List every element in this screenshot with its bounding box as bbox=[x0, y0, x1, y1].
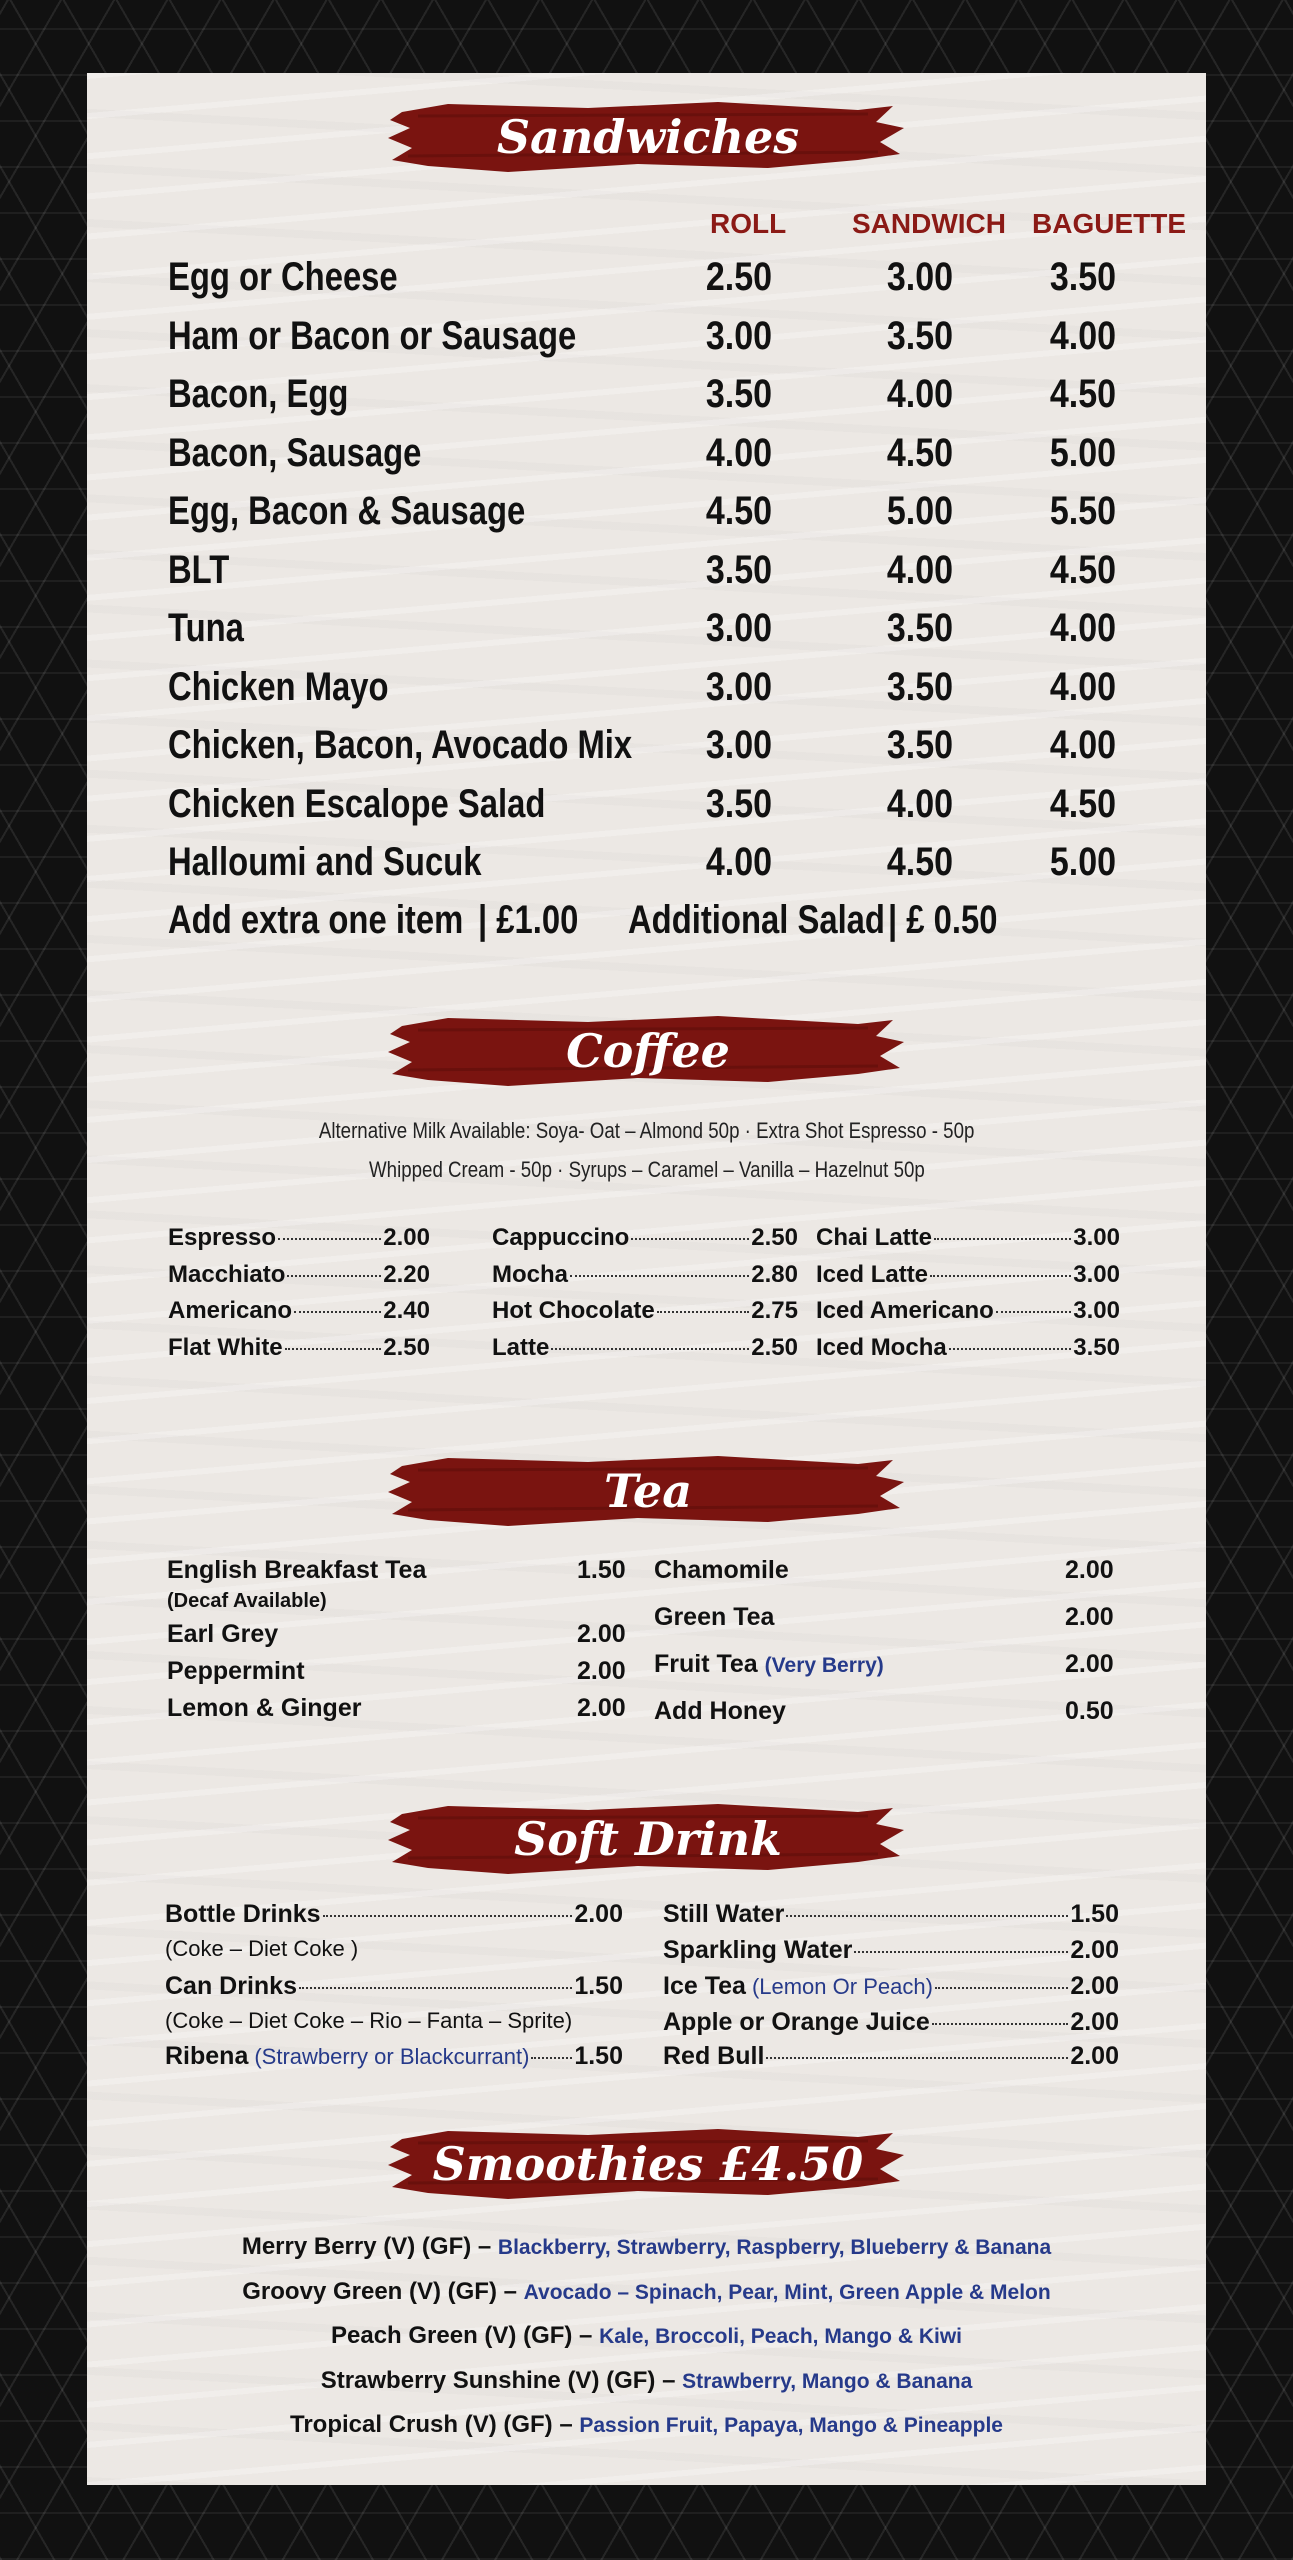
sandwich-name: Tuna bbox=[168, 606, 244, 650]
extra-salad-label: Additional Salad bbox=[628, 898, 885, 942]
sandwich-name: Egg or Cheese bbox=[168, 255, 398, 299]
tea-item-price: 2.00 bbox=[577, 1657, 626, 1685]
coffee-note-1: Alternative Milk Available: Soya- Oat – Almond 50p · Extra Shot Espresso - 50p bbox=[318, 1118, 975, 1143]
smoothie-ingredients: Passion Fruit, Papaya, Mango & Pineapple bbox=[579, 2414, 1003, 2437]
price-value: 5.00 bbox=[1049, 430, 1117, 475]
tea-item-price: 2.00 bbox=[1065, 1556, 1114, 1584]
extra-item-label: Add extra one item bbox=[168, 898, 464, 942]
price-value: 4.50 bbox=[1049, 547, 1117, 592]
sandwich-row bbox=[168, 606, 261, 651]
sandwich-name: Bacon, Egg bbox=[168, 372, 349, 416]
dot-leader bbox=[278, 1238, 381, 1240]
coffee-item bbox=[816, 1297, 1120, 1325]
dot-leader bbox=[786, 1915, 1068, 1917]
tea-item-name bbox=[654, 1697, 786, 1726]
smoothie-ingredients: Avocado – Spinach, Pear, Mint, Green Apple & Melon bbox=[523, 2280, 1051, 2304]
soft-drink-note: (Coke – Diet Coke ) bbox=[165, 1936, 359, 1961]
price-value: 4.00 bbox=[705, 840, 773, 884]
tea-item-name: Lemon & Ginger bbox=[167, 1694, 362, 1722]
coffee-item bbox=[492, 1224, 798, 1252]
dot-leader bbox=[996, 1311, 1071, 1313]
soft-drink-name: Still Water bbox=[663, 1900, 785, 1928]
sandwich-row bbox=[168, 782, 628, 827]
sandwich-name: Chicken Mayo bbox=[168, 664, 389, 709]
soft-drink-price: 1.50 bbox=[574, 2042, 623, 2070]
sandwich-price-sandwich bbox=[881, 372, 959, 417]
tea-item-price: 2.00 bbox=[577, 1694, 626, 1722]
price-value: 3.00 bbox=[705, 664, 773, 709]
sandwich-row bbox=[168, 489, 604, 534]
soft-drink-name: Bottle Drinks bbox=[165, 1900, 321, 1928]
coffee-item bbox=[492, 1297, 798, 1325]
coffee-item bbox=[168, 1224, 430, 1252]
sandwich-name: Chicken, Bacon, Avocado Mix bbox=[168, 723, 633, 767]
sandwich-price-roll bbox=[700, 314, 778, 359]
price-value: 3.50 bbox=[705, 372, 773, 416]
tea-item-name: English Breakfast Tea bbox=[167, 1556, 427, 1584]
dot-leader bbox=[531, 2057, 572, 2059]
coffee-name: Mocha bbox=[492, 1260, 569, 1288]
sandwiches-banner bbox=[388, 98, 908, 176]
coffee-item bbox=[816, 1261, 1120, 1289]
tea-item-name bbox=[654, 1556, 789, 1585]
extra-item-line bbox=[168, 898, 528, 943]
coffee-price: 3.50 bbox=[1073, 1333, 1120, 1361]
soft-drink-name: Red Bull bbox=[663, 2042, 765, 2070]
price-value: 4.00 bbox=[1049, 313, 1117, 358]
sandwich-price-sandwich bbox=[881, 606, 959, 651]
sandwich-row bbox=[168, 372, 388, 417]
price-value: 2.50 bbox=[705, 255, 773, 299]
sandwich-price-sandwich bbox=[881, 782, 959, 827]
banner-title: Coffee bbox=[566, 1024, 730, 1078]
coffee-name: Iced Americano bbox=[816, 1297, 994, 1324]
smoothie-item bbox=[0, 2411, 1293, 2439]
sandwich-row bbox=[168, 840, 550, 885]
extra-item-price: | £1.00 bbox=[478, 898, 579, 942]
price-value: 4.00 bbox=[1049, 723, 1117, 767]
sandwich-price-sandwich bbox=[881, 431, 959, 476]
coffee-name: Latte bbox=[492, 1333, 550, 1361]
soft-drink-name: Ice Tea bbox=[663, 1972, 746, 2000]
soft-drink-price: 1.50 bbox=[574, 1972, 623, 2000]
header-roll: ROLL bbox=[710, 208, 787, 239]
sandwich-price-roll bbox=[700, 489, 778, 534]
price-value: 3.50 bbox=[705, 781, 773, 826]
tea-banner bbox=[388, 1452, 908, 1530]
sandwich-price-roll bbox=[700, 665, 778, 710]
sandwich-name: Bacon, Sausage bbox=[168, 430, 422, 475]
coffee-price: 3.00 bbox=[1073, 1224, 1120, 1251]
sandwich-price-baguette bbox=[1044, 255, 1122, 300]
soft-drink-item bbox=[165, 1900, 623, 1929]
coffee-item bbox=[492, 1334, 798, 1362]
soft-drink-extra: (Strawberry or Blackcurrant) bbox=[254, 2044, 530, 2069]
smoothie-ingredients: Blackberry, Strawberry, Raspberry, Blueberry & Banana bbox=[497, 2236, 1052, 2259]
coffee-price: 2.40 bbox=[383, 1297, 430, 1324]
sandwich-price-sandwich bbox=[881, 314, 959, 359]
sandwich-price-roll bbox=[700, 840, 778, 885]
header-baguette: BAGUETTE bbox=[1032, 208, 1186, 239]
price-value: 3.50 bbox=[705, 547, 773, 592]
soft-drink-item bbox=[663, 2008, 1119, 2037]
smoothies-banner bbox=[388, 2125, 908, 2203]
sandwich-row bbox=[168, 431, 477, 476]
sandwich-row bbox=[168, 665, 437, 710]
price-value: 5.00 bbox=[1049, 840, 1117, 884]
dot-leader bbox=[657, 1311, 750, 1313]
coffee-price: 2.50 bbox=[751, 1333, 798, 1361]
sandwich-price-sandwich bbox=[881, 665, 959, 710]
coffee-note-2: Whipped Cream - 50p · Syrups – Caramel – Vanilla – Hazelnut 50p bbox=[368, 1157, 925, 1182]
soft-drink-item bbox=[663, 1936, 1119, 1965]
dot-leader bbox=[766, 2057, 1068, 2059]
coffee-price: 2.50 bbox=[751, 1224, 798, 1251]
dot-leader bbox=[934, 1238, 1071, 1240]
soft-drink-item bbox=[165, 1972, 623, 2001]
coffee-name: Chai Latte bbox=[816, 1224, 933, 1251]
extra-salad-price-wrap bbox=[888, 898, 1022, 943]
coffee-item bbox=[168, 1261, 430, 1289]
tea-item-name bbox=[654, 1650, 884, 1679]
soft-drink-price: 2.00 bbox=[1070, 1936, 1119, 1964]
soft-drink-name: Sparkling Water bbox=[663, 1936, 853, 1964]
sandwich-name: Egg, Bacon & Sausage bbox=[168, 489, 526, 533]
smoothie-item bbox=[0, 2367, 1293, 2395]
sandwich-price-baguette bbox=[1044, 840, 1122, 885]
smoothie-item bbox=[0, 2233, 1293, 2261]
extra-item-price-wrap bbox=[478, 898, 600, 943]
coffee-note-1-wrap bbox=[0, 1118, 1293, 1144]
price-value: 3.50 bbox=[886, 606, 954, 650]
price-value: 4.50 bbox=[886, 840, 954, 884]
coffee-item bbox=[492, 1261, 798, 1289]
soft-drink-price: 2.00 bbox=[1070, 2008, 1119, 2036]
tea-name-text: Chamomile bbox=[654, 1556, 789, 1584]
tea-item-name: Earl Grey bbox=[167, 1620, 279, 1648]
price-value: 3.50 bbox=[1049, 255, 1117, 299]
sandwich-price-roll bbox=[700, 372, 778, 417]
dot-leader bbox=[551, 1348, 749, 1350]
price-value: 3.00 bbox=[705, 723, 773, 767]
price-value: 3.50 bbox=[886, 664, 954, 709]
price-value: 4.50 bbox=[705, 489, 773, 533]
sandwich-price-baguette bbox=[1044, 723, 1122, 768]
sandwich-price-baguette bbox=[1044, 606, 1122, 651]
sandwich-price-baguette bbox=[1044, 665, 1122, 710]
sandwich-price-sandwich bbox=[881, 255, 959, 300]
soft-drink-name: Ribena bbox=[165, 2042, 249, 2070]
price-value: 3.00 bbox=[886, 255, 954, 299]
coffee-price: 2.00 bbox=[383, 1224, 430, 1251]
dot-leader bbox=[949, 1348, 1072, 1350]
sandwich-row bbox=[168, 255, 448, 300]
tea-item-price: 1.50 bbox=[577, 1556, 626, 1584]
coffee-price: 3.00 bbox=[1073, 1260, 1120, 1288]
tea-item-name: Peppermint bbox=[167, 1657, 305, 1685]
dot-leader bbox=[287, 1275, 381, 1277]
sandwich-name: BLT bbox=[168, 547, 230, 592]
dot-leader bbox=[932, 2023, 1069, 2025]
tea-extra: (Very Berry) bbox=[764, 1654, 884, 1677]
dot-leader bbox=[570, 1275, 749, 1277]
smoothie-item bbox=[0, 2278, 1293, 2306]
sandwich-price-sandwich bbox=[881, 548, 959, 593]
coffee-price: 2.80 bbox=[751, 1260, 798, 1288]
sandwich-row bbox=[168, 314, 666, 359]
sandwich-price-sandwich bbox=[881, 840, 959, 885]
price-value: 5.00 bbox=[886, 489, 954, 533]
price-value: 4.00 bbox=[1049, 664, 1117, 709]
price-value: 4.00 bbox=[886, 372, 954, 416]
coffee-price: 3.00 bbox=[1073, 1297, 1120, 1324]
sandwich-price-baguette bbox=[1044, 489, 1122, 534]
dot-leader bbox=[631, 1238, 749, 1240]
dot-leader bbox=[299, 1987, 572, 1989]
sandwich-price-roll bbox=[700, 606, 778, 651]
coffee-banner bbox=[388, 1012, 908, 1090]
sandwich-price-roll bbox=[700, 548, 778, 593]
coffee-name: Espresso bbox=[168, 1224, 277, 1251]
coffee-name: Flat White bbox=[168, 1333, 283, 1361]
price-value: 3.00 bbox=[705, 606, 773, 650]
soft-drink-item bbox=[663, 2042, 1119, 2071]
sandwich-price-roll bbox=[700, 723, 778, 768]
coffee-name: Hot Chocolate bbox=[492, 1297, 655, 1324]
dot-leader bbox=[323, 1915, 573, 1917]
tea-item-price: 2.00 bbox=[577, 1620, 626, 1648]
smoothie-name: Peach Green (V) (GF) – bbox=[331, 2322, 593, 2349]
tea-name-text: Fruit Tea bbox=[654, 1650, 758, 1678]
soft-drink-item bbox=[663, 1900, 1119, 1929]
tea-name-text: Add Honey bbox=[654, 1697, 786, 1725]
dot-leader bbox=[294, 1311, 381, 1313]
coffee-name: Americano bbox=[168, 1297, 293, 1324]
price-value: 3.00 bbox=[705, 313, 773, 358]
soft-drink-price: 2.00 bbox=[1070, 2042, 1119, 2070]
price-value: 4.00 bbox=[886, 781, 954, 826]
tea-item-price: 2.00 bbox=[1065, 1650, 1114, 1678]
smoothie-name: Merry Berry (V) (GF) – bbox=[241, 2233, 492, 2260]
soft-drink-extra: (Lemon Or Peach) bbox=[751, 1974, 933, 1999]
banner-title: Tea bbox=[603, 1464, 693, 1518]
tea-item-price: 0.50 bbox=[1065, 1697, 1114, 1725]
coffee-name: Iced Mocha bbox=[816, 1333, 947, 1361]
soft-drink-item bbox=[663, 1972, 1119, 2001]
tea-item-price: 2.00 bbox=[1065, 1603, 1114, 1631]
sandwich-name: Ham or Bacon or Sausage bbox=[168, 313, 577, 358]
price-value: 4.50 bbox=[1049, 781, 1117, 826]
sandwich-price-roll bbox=[700, 255, 778, 300]
soft-drink-name: Can Drinks bbox=[165, 1972, 297, 2000]
price-value: 3.50 bbox=[886, 313, 954, 358]
soft-drink-note: (Coke – Diet Coke – Rio – Fanta – Sprite) bbox=[165, 2008, 573, 2033]
sandwich-price-roll bbox=[700, 782, 778, 827]
soft-drink-price: 1.50 bbox=[1070, 1900, 1119, 1928]
soft-drink-banner bbox=[388, 1800, 908, 1878]
price-value: 4.00 bbox=[705, 430, 773, 475]
price-value: 4.00 bbox=[1049, 606, 1117, 650]
coffee-item bbox=[816, 1224, 1120, 1252]
tea-item-note: (Decaf Available) bbox=[167, 1590, 327, 1612]
coffee-name: Cappuccino bbox=[492, 1224, 630, 1251]
coffee-name: Macchiato bbox=[168, 1260, 286, 1288]
dot-leader bbox=[285, 1348, 382, 1350]
coffee-item bbox=[168, 1334, 430, 1362]
dot-leader bbox=[854, 1951, 1068, 1953]
sandwich-name: Chicken Escalope Salad bbox=[168, 781, 546, 826]
price-value: 3.50 bbox=[886, 723, 954, 767]
smoothie-name: Tropical Crush (V) (GF) – bbox=[290, 2411, 573, 2438]
smoothie-name: Strawberry Sunshine (V) (GF) – bbox=[320, 2366, 676, 2394]
coffee-item bbox=[168, 1297, 430, 1325]
sandwich-price-sandwich bbox=[881, 723, 959, 768]
sandwich-row bbox=[168, 548, 243, 593]
banner-title: Soft Drink bbox=[514, 1812, 782, 1866]
sandwich-row bbox=[168, 723, 734, 768]
soft-drink-name: Apple or Orange Juice bbox=[663, 2008, 930, 2036]
tea-name-text: Green Tea bbox=[654, 1603, 775, 1631]
soft-drink-price: 2.00 bbox=[574, 1900, 623, 1928]
smoothie-ingredients: Kale, Broccoli, Peach, Mango & Kiwi bbox=[599, 2325, 962, 2348]
coffee-item bbox=[816, 1334, 1120, 1362]
smoothie-ingredients: Strawberry, Mango & Banana bbox=[682, 2369, 973, 2393]
sandwich-price-baguette bbox=[1044, 314, 1122, 359]
sandwich-price-sandwich bbox=[881, 489, 959, 534]
sandwich-price-baguette bbox=[1044, 372, 1122, 417]
soft-drink-item bbox=[165, 2042, 623, 2071]
coffee-note-2-wrap bbox=[0, 1157, 1293, 1183]
price-value: 4.00 bbox=[886, 547, 954, 592]
banner-title: Smoothies £4.50 bbox=[432, 2137, 864, 2191]
banner-title: Sandwiches bbox=[496, 110, 800, 164]
coffee-price: 2.75 bbox=[751, 1297, 798, 1324]
sandwich-price-baguette bbox=[1044, 782, 1122, 827]
coffee-price: 2.50 bbox=[383, 1333, 430, 1361]
smoothie-item bbox=[0, 2322, 1293, 2350]
sandwich-price-roll bbox=[700, 431, 778, 476]
sandwich-price-baguette bbox=[1044, 548, 1122, 593]
sandwich-price-baguette bbox=[1044, 431, 1122, 476]
sandwich-name: Halloumi and Sucuk bbox=[168, 840, 482, 884]
coffee-name: Iced Latte bbox=[816, 1260, 929, 1288]
dot-leader bbox=[930, 1275, 1071, 1277]
price-value: 4.50 bbox=[1049, 372, 1117, 416]
soft-drink-price: 2.00 bbox=[1070, 1972, 1119, 2000]
extra-salad-price: | £ 0.50 bbox=[888, 898, 998, 942]
price-value: 4.50 bbox=[886, 430, 954, 475]
header-sandwich: SANDWICH bbox=[852, 208, 1006, 239]
dot-leader bbox=[935, 1987, 1068, 1989]
tea-item-name bbox=[654, 1603, 774, 1632]
coffee-price: 2.20 bbox=[383, 1260, 430, 1288]
price-value: 5.50 bbox=[1049, 489, 1117, 533]
smoothie-name: Groovy Green (V) (GF) – bbox=[242, 2277, 517, 2305]
